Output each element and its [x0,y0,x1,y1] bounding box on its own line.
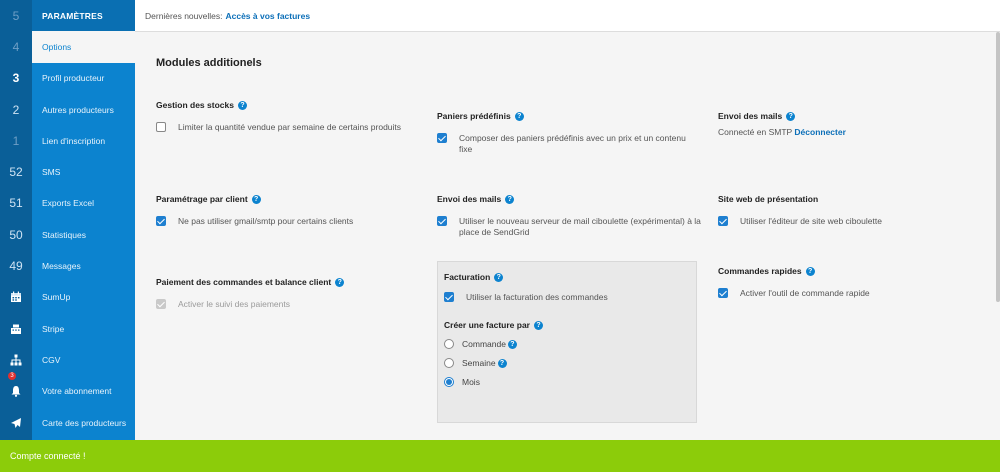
help-icon[interactable]: ? [515,112,524,121]
help-icon[interactable]: ? [252,195,261,204]
param-client-title: Paramétrage par client [156,194,248,204]
status-message: Compte connecté ! [10,451,86,461]
rail-item-2[interactable]: 2 [12,102,20,117]
sidebar-item-carte-producteurs[interactable]: Carte des producteurs [42,417,127,428]
news-link[interactable]: Accès à vos factures [225,10,311,21]
news-bar [135,0,1000,32]
help-icon[interactable]: ? [494,273,503,282]
scrollbar[interactable] [996,32,1000,302]
radio-commande-row[interactable] [444,339,690,349]
smtp-status: Connecté en SMTP [718,127,793,137]
facturation-checkbox[interactable] [444,292,454,302]
radio-mois-label: Mois [462,377,480,388]
sidebar-item-exports-excel[interactable]: Exports Excel [42,198,94,209]
sidebar-item-cgv[interactable]: CGV [42,354,61,365]
rail-item-52[interactable]: 52 [9,165,23,180]
help-icon[interactable]: ? [335,278,344,287]
sidebar-item-sumup[interactable]: SumUp [42,292,71,303]
stock-title: Gestion des stocks [156,100,234,110]
site-web-option-label: Utiliser l'éditeur de site web ciboulette [740,216,882,226]
paiement-module [156,277,426,310]
rail-item-1[interactable]: 1 [12,133,20,148]
paiement-checkbox [156,299,166,309]
sidebar-item-options[interactable]: Options [32,31,135,62]
sitemap-icon[interactable] [0,344,32,375]
sidebar [32,0,135,440]
help-icon[interactable]: ? [786,112,795,121]
sidebar-item-profil-producteur[interactable]: Profil producteur [42,73,105,84]
news-label: Dernières nouvelles: [145,10,223,21]
radio-semaine-label: Semaine [462,358,496,369]
mail-server-title: Envoi des mails [437,194,502,204]
facturation-panel [437,261,697,423]
paniers-module [437,111,697,156]
radio-semaine-row[interactable] [444,358,690,368]
sidebar-item-lien-inscription[interactable]: Lien d'inscription [42,135,106,146]
sidebar-item-messages[interactable]: Messages [42,261,81,272]
sidebar-item-statistiques[interactable]: Statistiques [42,229,86,240]
paniers-checkbox[interactable] [437,133,447,143]
facture-par-title: Créer une facture par [444,320,530,331]
mail-server-checkbox[interactable] [437,216,447,226]
sidebar-item-autres-producteurs[interactable]: Autres producteurs [42,104,114,115]
left-rail [0,0,32,440]
paiement-option-label: Activer le suivi des paiements [178,299,290,309]
disconnect-link[interactable]: Déconnecter [794,127,846,137]
param-client-checkbox[interactable] [156,216,166,226]
commandes-rapides-title: Commandes rapides [718,266,802,276]
help-icon[interactable]: ? [498,359,507,368]
radio-mois[interactable] [444,377,454,387]
bell-icon[interactable] [0,372,32,407]
help-icon[interactable]: ? [238,101,247,110]
sidebar-item-sms[interactable]: SMS [42,167,61,178]
rail-item-5[interactable]: 5 [12,8,20,23]
smtp-module [718,111,968,137]
help-icon[interactable]: ? [806,267,815,276]
commandes-rapides-option-label: Activer l'outil de commande rapide [740,288,870,298]
mail-server-module [437,194,702,239]
radio-mois-row[interactable] [444,377,690,387]
help-icon[interactable]: ? [534,321,543,330]
facturation-title: Facturation [444,272,491,282]
main-content [135,32,996,440]
smtp-title: Envoi des mails [718,111,783,121]
calendar-icon[interactable] [0,282,32,313]
paper-plane-icon[interactable] [0,407,32,438]
rail-item-50[interactable]: 50 [9,227,23,242]
sidebar-header: PARAMÈTRES [32,0,135,31]
param-client-option-label: Ne pas utiliser gmail/smtp pour certains clients [178,216,354,226]
cash-register-icon[interactable] [0,313,32,344]
stock-checkbox[interactable] [156,122,166,132]
rail-item-4[interactable]: 4 [12,39,20,54]
radio-semaine[interactable] [444,358,454,368]
radio-commande-label: Commande [462,339,506,350]
site-web-title: Site web de présentation [718,194,819,204]
stock-option-label: Limiter la quantité vendue par semaine de certains produits [178,122,402,132]
sidebar-item-stripe[interactable]: Stripe [42,323,65,334]
rail-item-51[interactable]: 51 [9,196,23,211]
radio-commande[interactable] [444,339,454,349]
help-icon[interactable]: ? [505,195,514,204]
sidebar-item-abonnement[interactable]: Votre abonnement [42,386,112,397]
facturation-option-label: Utiliser la facturation des commandes [466,292,608,302]
notification-badge: 3 [8,372,16,380]
commandes-rapides-checkbox[interactable] [718,288,728,298]
page-title: Modules additionels [156,57,262,69]
rail-item-3[interactable]: 3 [12,71,20,86]
stock-module [156,100,426,133]
paniers-title: Paniers prédéfinis [437,111,511,121]
commandes-rapides-module [718,266,968,299]
status-bar [0,440,1000,472]
rail-item-49[interactable]: 49 [9,259,23,274]
site-web-module [718,194,968,227]
site-web-checkbox[interactable] [718,216,728,226]
paiement-title: Paiement des commandes et balance client [156,277,332,287]
paniers-option-label: Composer des paniers prédéfinis avec un prix et un contenu fixe [459,133,686,155]
mail-server-option-label: Utiliser le nouveau serveur de mail ciboulette (expérimental) à la place de SendGrid [459,216,701,238]
help-icon[interactable]: ? [508,340,517,349]
param-client-module [156,194,426,227]
